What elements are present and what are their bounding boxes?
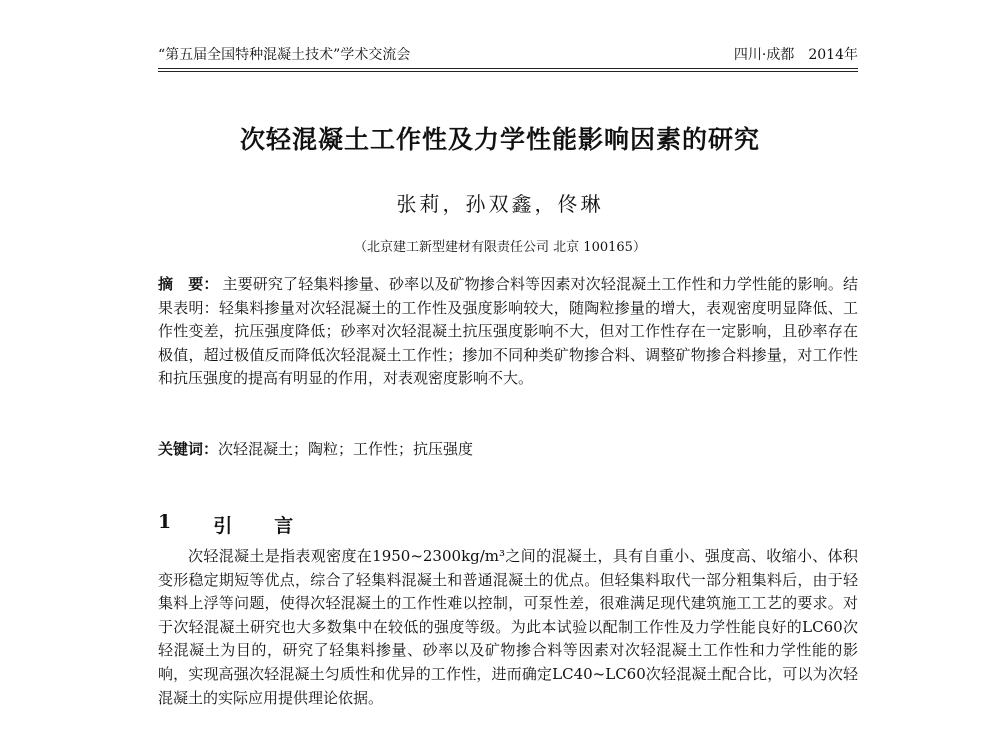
location-year: 四川·成都 2014年	[733, 47, 858, 63]
paper-title: 次轻混凝土工作性及力学性能影响因素的研究	[239, 125, 760, 154]
keywords-text: 次轻混凝土；陶粒；工作性；抗压强度	[218, 440, 474, 458]
section-heading	[158, 511, 335, 538]
intro-paragraph: 次轻混凝土是指表观密度在1950~2300kg/m³之间的混凝土，具有自重小、强度高、收缩小、体积变形稳定期短等优点，综合了轻集料混凝土和普通混凝土的优点。但轻集料取代一部分粗集料后，由于轻集料上浮等问题，使得次轻混凝土的工作性难以控制，可泵性差，很难满足现代建筑施工工艺的要求。对于次轻混凝土研究也大多数集中在较低的强度等级。为此本试验以配制工作性及力学性能良好的LC60次轻混凝土为目的，研究了轻集料掺量、砂率以及矿物掺合料等因素对次轻混凝土工作性和力学性能的影响，实现高强次轻混凝土匀质性和优异的工作性，进而确定LC40~LC60次轻混凝土配合比，可以为次轻混凝土的实际应用提供理论依据。	[158, 547, 858, 707]
section-number: 1	[158, 511, 172, 533]
abstract	[158, 273, 858, 391]
keywords	[158, 438, 858, 462]
header-rule	[158, 71, 858, 72]
authors: 张莉，孙双鑫，佟琳	[396, 192, 604, 216]
section-title: 引言	[213, 515, 336, 537]
keywords-label: 关键词：	[158, 440, 219, 458]
conference-name: “第五届全国特种混凝土技术”学术交流会	[158, 47, 411, 63]
affiliation: （北京建工新型建材有限责任公司 北京 100165）	[354, 240, 646, 255]
abstract-text: 主要研究了轻集料掺量、砂率以及矿物掺合料等因素对次轻混凝土工作性和力学性能的影响。结果表明：轻集料掺量对次轻混凝土的工作性及强度影响较大，随陶粒掺量的增大，表观密度明显降低、工作性变差，抗压强度降低；砂率对次轻混凝土抗压强度影响不大，但对工作性存在一定影响，且砂率存在极值，超过极值反而降低次轻混凝土工作性；掺加不同种类矿物掺合料、调整矿物掺合料掺量，对工作性和抗压强度的提高有明显的作用，对表观密度影响不大。	[158, 275, 858, 387]
abstract-label: 摘 要：	[158, 275, 219, 293]
running-header	[158, 44, 858, 69]
